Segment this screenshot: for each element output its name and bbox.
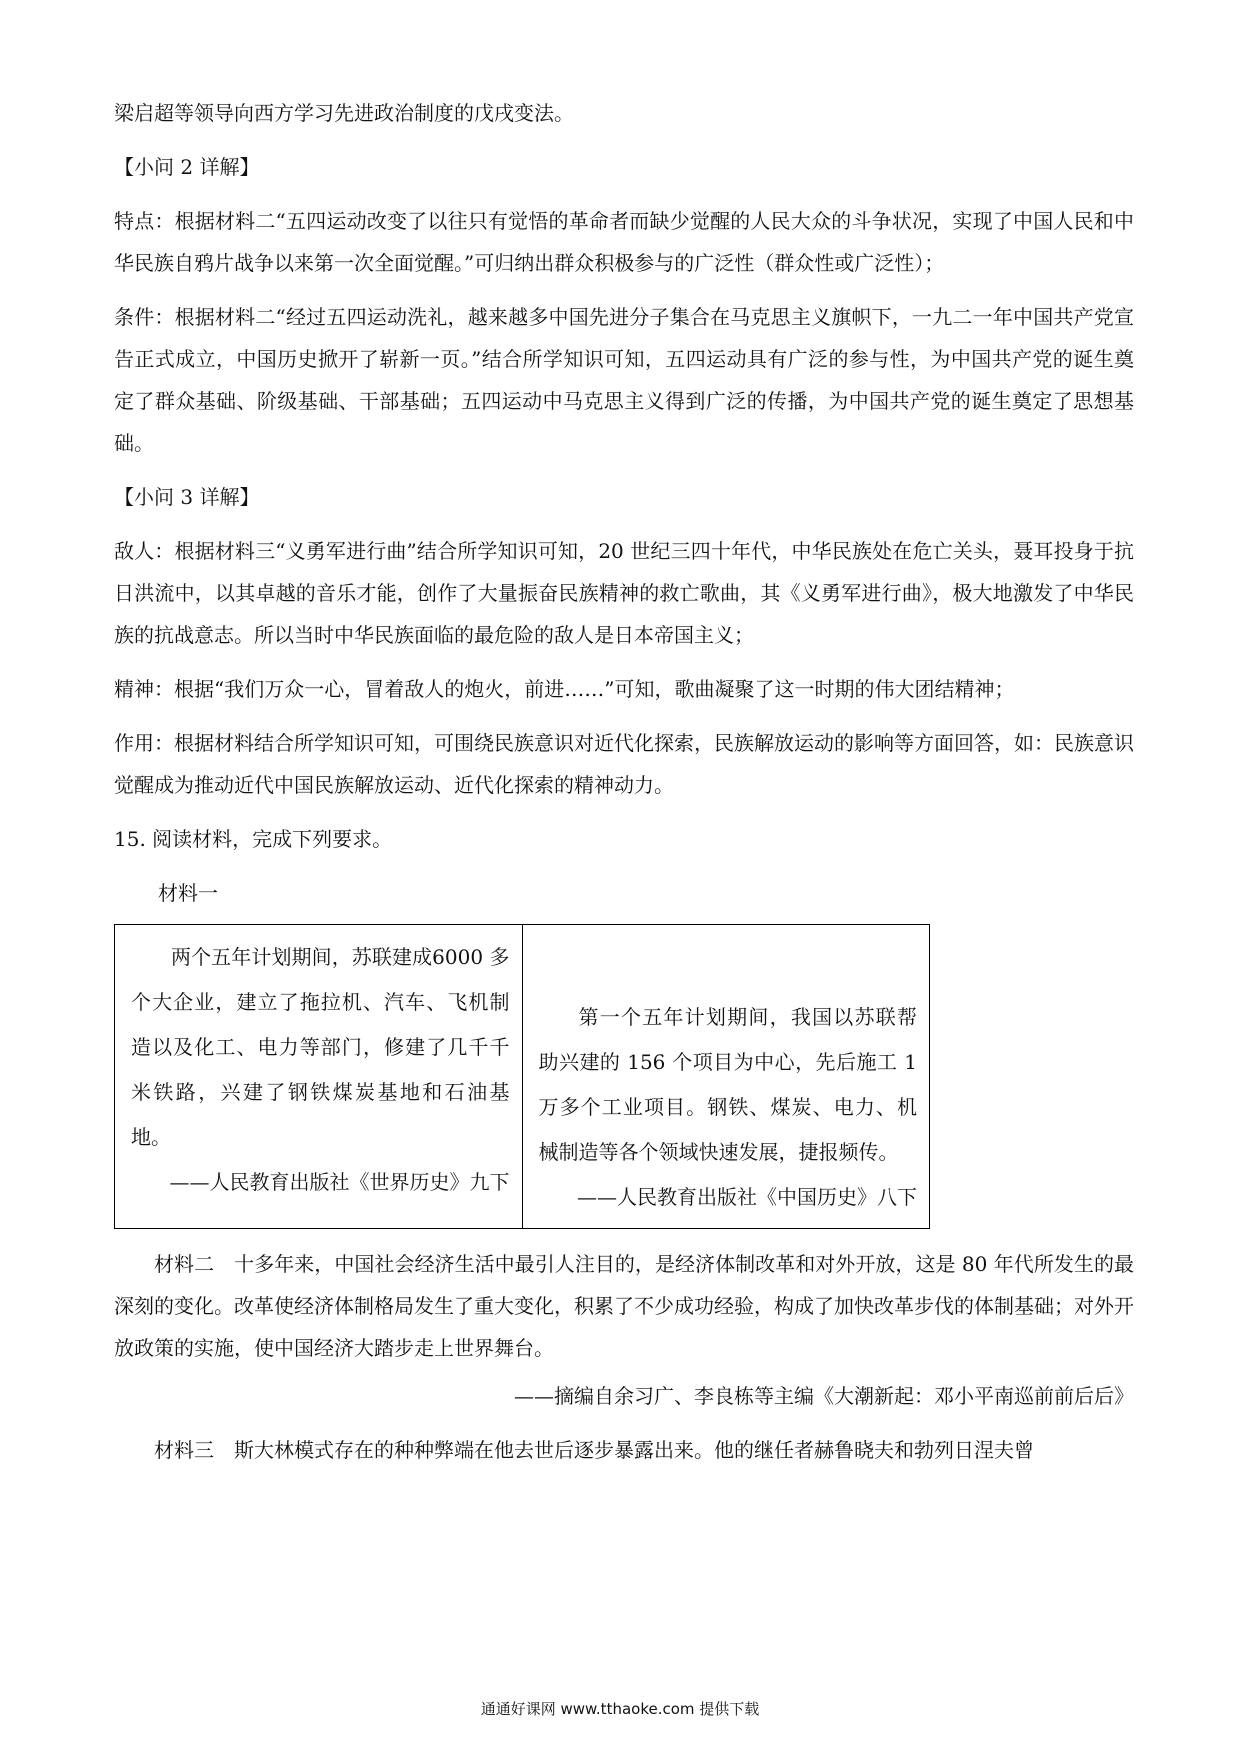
question-15-title: 15. 阅读材料，完成下列要求。 (114, 827, 393, 851)
material-3-text: 材料三 斯大林模式存在的种种弊端在他去世后逐步暴露出来。他的继任者赫鲁晓夫和勃列日涅夫曾 (154, 1438, 1034, 1462)
material-1-right-text: 第一个五年计划期间，我国以苏联帮助兴建的 156 个项目为中心，先后施工 1 万多个工业项目。钢铁、煤炭、电力、机械制造等各个领域快速发展，捷报频传。 (538, 1005, 917, 1164)
q2-paragraph-1: 特点：根据材料二“五四运动改变了以往只有觉悟的革命者而缺少觉醒的人民大众的斗争状况，实现了中国人民和中华民族自鸦片战争以来第一次全面觉醒。”可归纳出群众积极参与的广泛性（群众性或广泛性）； (114, 209, 1134, 275)
q2-heading: 【小问 2 详解】 (114, 155, 260, 179)
document-body (114, 92, 1134, 1477)
material-1-table (114, 924, 930, 1229)
material-1-right-cell (522, 925, 930, 1229)
q2-paragraph-2: 条件：根据材料二“经过五四运动洗礼，越来越多中国先进分子集合在马克思主义旗帜下，一九二一年中国共产党宣告正式成立，中国历史掀开了崭新一页。”结合所学知识可知，五四运动具有广泛的参与性，为中国共产党的诞生奠定了群众基础、阶级基础、干部基础；五四运动中马克思主义得到广泛的传播，为中国共产党的诞生奠定了思想基础。 (114, 305, 1134, 455)
material-1-label: 材料一 (158, 881, 218, 905)
material-2-text: 材料二 十多年来，中国社会经济生活中最引人注目的，是经济体制改革和对外开放，这是 80 年代所发生的最深刻的变化。改革使经济体制格局发生了重大变化，积累了不少成功经验，构成了加快改革步伐的体制基础；对外开放政策的实施，使中国经济大踏步走上世界舞台。 (114, 1252, 1134, 1360)
material-1-left-cell (115, 925, 523, 1229)
q3-paragraph-3: 作用：根据材料结合所学知识可知，可围绕民族意识对近代化探索，民族解放运动的影响等方面回答，如：民族意识觉醒成为推动近代中国民族解放运动、近代化探索的精神动力。 (114, 731, 1134, 797)
material-2-source: ——摘编自余习广、李良栋等主编《大潮新起：邓小平南巡前前后后》 (514, 1384, 1134, 1408)
q3-paragraph-1: 敌人：根据材料三“义勇军进行曲”结合所学知识可知，20 世纪三四十年代，中华民族处在危亡关头，聂耳投身于抗日洪流中，以其卓越的音乐才能，创作了大量振奋民族精神的救亡歌曲，其《义勇军进行曲》，极大地激发了中华民族的抗战意志。所以当时中华民族面临的最危险的敌人是日本帝国主义； (114, 539, 1134, 647)
material-1-left-source: ——人民教育出版社《世界历史》九下 (169, 1170, 510, 1194)
text-line: 梁启超等领导向西方学习先进政治制度的戊戌变法。 (114, 101, 574, 125)
q3-paragraph-2: 精神：根据“我们万众一心，冒着敌人的炮火，前进……”可知，歌曲凝聚了这一时期的伟大团结精神； (114, 677, 1015, 701)
material-1-right-source: ——人民教育出版社《中国历史》八下 (577, 1185, 917, 1209)
material-1-left-text: 两个五年计划期间，苏联建成6000 多个大企业，建立了拖拉机、汽车、飞机制造以及化工、电力等部门，修建了几千千米铁路，兴建了钢铁煤炭基地和石油基地。 (131, 945, 510, 1149)
page-footer: 通通好课网 www.tthaoke.com 提供下载 (480, 1700, 760, 1718)
q3-heading: 【小问 3 详解】 (114, 485, 260, 509)
